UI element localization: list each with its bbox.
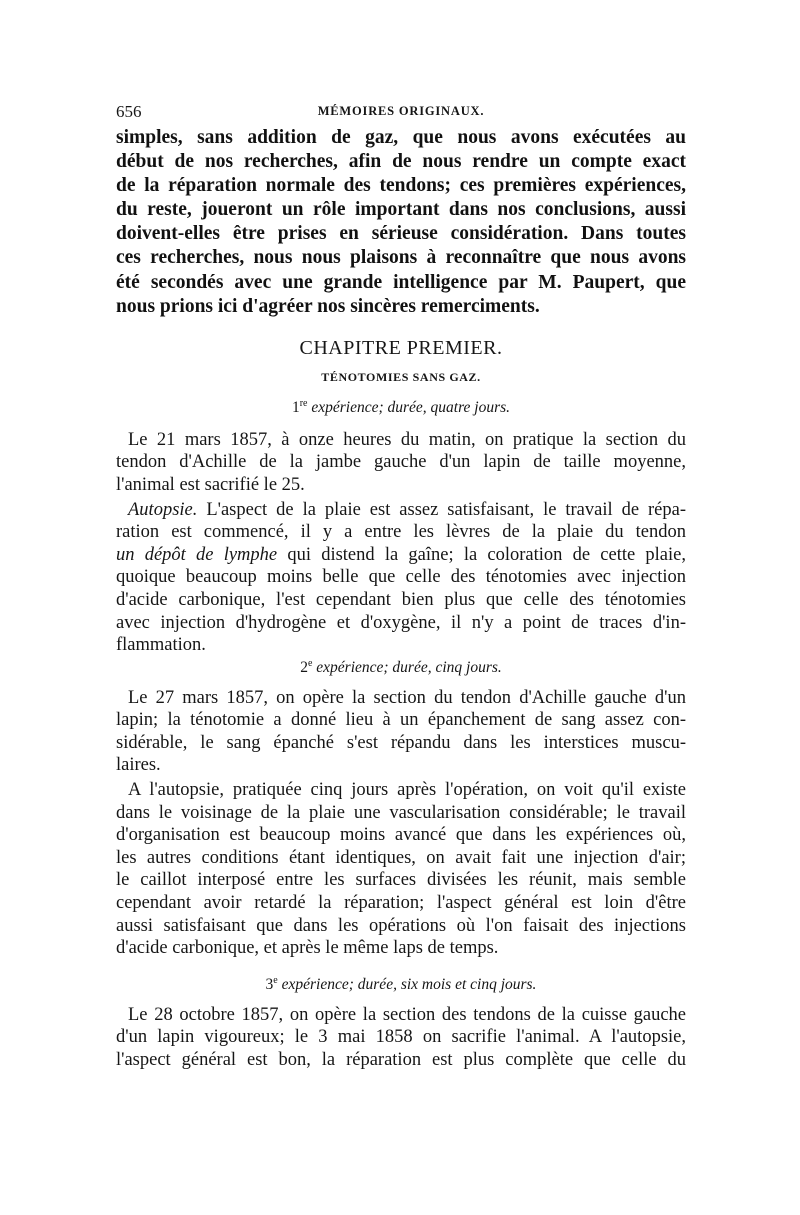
text-line: les autres conditions étant identiques, on avait fait une injection d'air; xyxy=(116,847,686,868)
experience-3-paragraph xyxy=(116,1004,686,1072)
ordinal-suffix: e xyxy=(273,974,278,986)
text-line: flammation. xyxy=(116,635,206,656)
experience-1-heading xyxy=(116,399,686,417)
text-line: avec injection d'hydrogène et d'oxygène, il n'y a point de traces d'in- xyxy=(116,612,686,633)
text-line: été secondés avec une grande intelligence par M. Paupert, que xyxy=(116,271,686,293)
page-number: 656 xyxy=(116,102,142,121)
text-line: A l'autopsie, pratiquée cinq jours après l'opération, on voit qu'il existe xyxy=(128,780,686,801)
text-line: l'animal est sacrifié le 25. xyxy=(116,474,305,495)
text-line: dans le voisinage de la plaie une vascularisation considérable; le travail xyxy=(116,802,686,823)
text-line: Le 28 octobre 1857, on opère la section des tendons de la cuisse gauche xyxy=(128,1004,686,1025)
text-line: lapin; la ténotomie a donné lieu à un épanchement de sang assez con- xyxy=(116,710,686,731)
text-line: d'un lapin vigoureux; le 3 mai 1858 on sacrifie l'animal. A l'autopsie, xyxy=(116,1027,686,1048)
text-line: cependant avoir retardé la réparation; l'aspect général est loin d'être xyxy=(116,893,686,914)
text-line xyxy=(116,499,686,522)
text-line: du reste, joueront un rôle important dans nos conclusions, aussi xyxy=(116,199,686,221)
text-line: l'aspect général est bon, la réparation est plus complète que celle du xyxy=(116,1050,686,1070)
italic-phrase: un dépôt de lymphe xyxy=(116,544,278,565)
text-line: de la réparation normale des tendons; ces premières expériences, xyxy=(116,175,686,197)
text-line: ces recherches, nous nous plaisons à reconnaître que nous avons xyxy=(116,247,686,269)
text-line: doivent-elles être prises en sérieuse considération. Dans toutes xyxy=(116,223,686,245)
experience-heading-text: expérience; durée, cinq jours. xyxy=(312,658,502,676)
experience-3-heading xyxy=(116,976,686,994)
text-fragment: qui distend la gaîne; la coloration de cette plaie, xyxy=(277,544,686,565)
text-line: simples, sans addition de gaz, que nous avons exécutées au xyxy=(116,127,686,148)
experience-heading-text: expérience; durée, six mois et cinq jours. xyxy=(277,975,537,993)
intro-paragraph xyxy=(116,126,686,319)
text-line: d'organisation est beaucoup moins avancé que dans les expériences où, xyxy=(116,825,686,846)
ordinal-suffix: e xyxy=(307,657,313,669)
experience-1-autopsy-paragraph xyxy=(116,499,686,657)
text-fragment: L'aspect de la plaie est assez satisfaisant, le travail de répa- xyxy=(197,499,686,520)
ordinal-suffix: re xyxy=(299,397,308,409)
experience-2-paragraph xyxy=(116,687,686,777)
text-line: ration est commencé, il y a entre les lèvres de la plaie du tendon xyxy=(116,522,686,543)
chapter-title: CHAPITRE PREMIER. xyxy=(299,336,503,359)
text-line xyxy=(116,544,686,567)
text-line: d'acide carbonique, et après le même laps de temps. xyxy=(116,938,499,959)
experience-1-paragraph xyxy=(116,429,686,497)
running-head xyxy=(116,96,686,126)
text-line: début de nos recherches, afin de nous rendre un compte exact xyxy=(116,151,686,173)
text-line: aussi satisfaisant que dans les opérations où l'on faisait des injections xyxy=(116,915,686,936)
text-line: nous prions ici d'agréer nos sincères remerciments. xyxy=(116,295,540,317)
experience-2-heading xyxy=(116,659,686,677)
book-page xyxy=(116,96,686,1196)
text-line: le caillot interposé entre les surfaces divisées les réunit, mais semble xyxy=(116,870,686,891)
text-line: Le 21 mars 1857, à onze heures du matin, on pratique la section du xyxy=(128,429,686,450)
experience-number: 3 xyxy=(265,975,274,993)
section-title: TÉNOTOMIES SANS GAZ. xyxy=(321,369,481,384)
experience-2-autopsy-paragraph xyxy=(116,779,686,960)
experience-number: 1 xyxy=(291,398,300,416)
text-line: laires. xyxy=(116,755,161,776)
autopsy-label: Autopsie. xyxy=(128,499,198,520)
experience-heading-text: expérience; durée, quatre jours. xyxy=(307,398,511,416)
experience-number: 2 xyxy=(300,658,308,676)
text-line: quoique beaucoup moins belle que celle des ténotomies avec injection xyxy=(116,567,686,588)
text-line: tendon d'Achille de la jambe gauche d'un lapin de taille moyenne, xyxy=(116,452,686,473)
text-line: Le 27 mars 1857, on opère la section du tendon d'Achille gauche d'un xyxy=(128,687,686,708)
text-line: d'acide carbonique, l'est cependant bien plus que celle des ténotomies xyxy=(116,589,686,610)
text-line: sidérable, le sang épanché s'est répandu dans les interstices muscu- xyxy=(116,732,686,753)
running-head-title: MÉMOIRES ORIGINAUX. xyxy=(317,104,485,118)
